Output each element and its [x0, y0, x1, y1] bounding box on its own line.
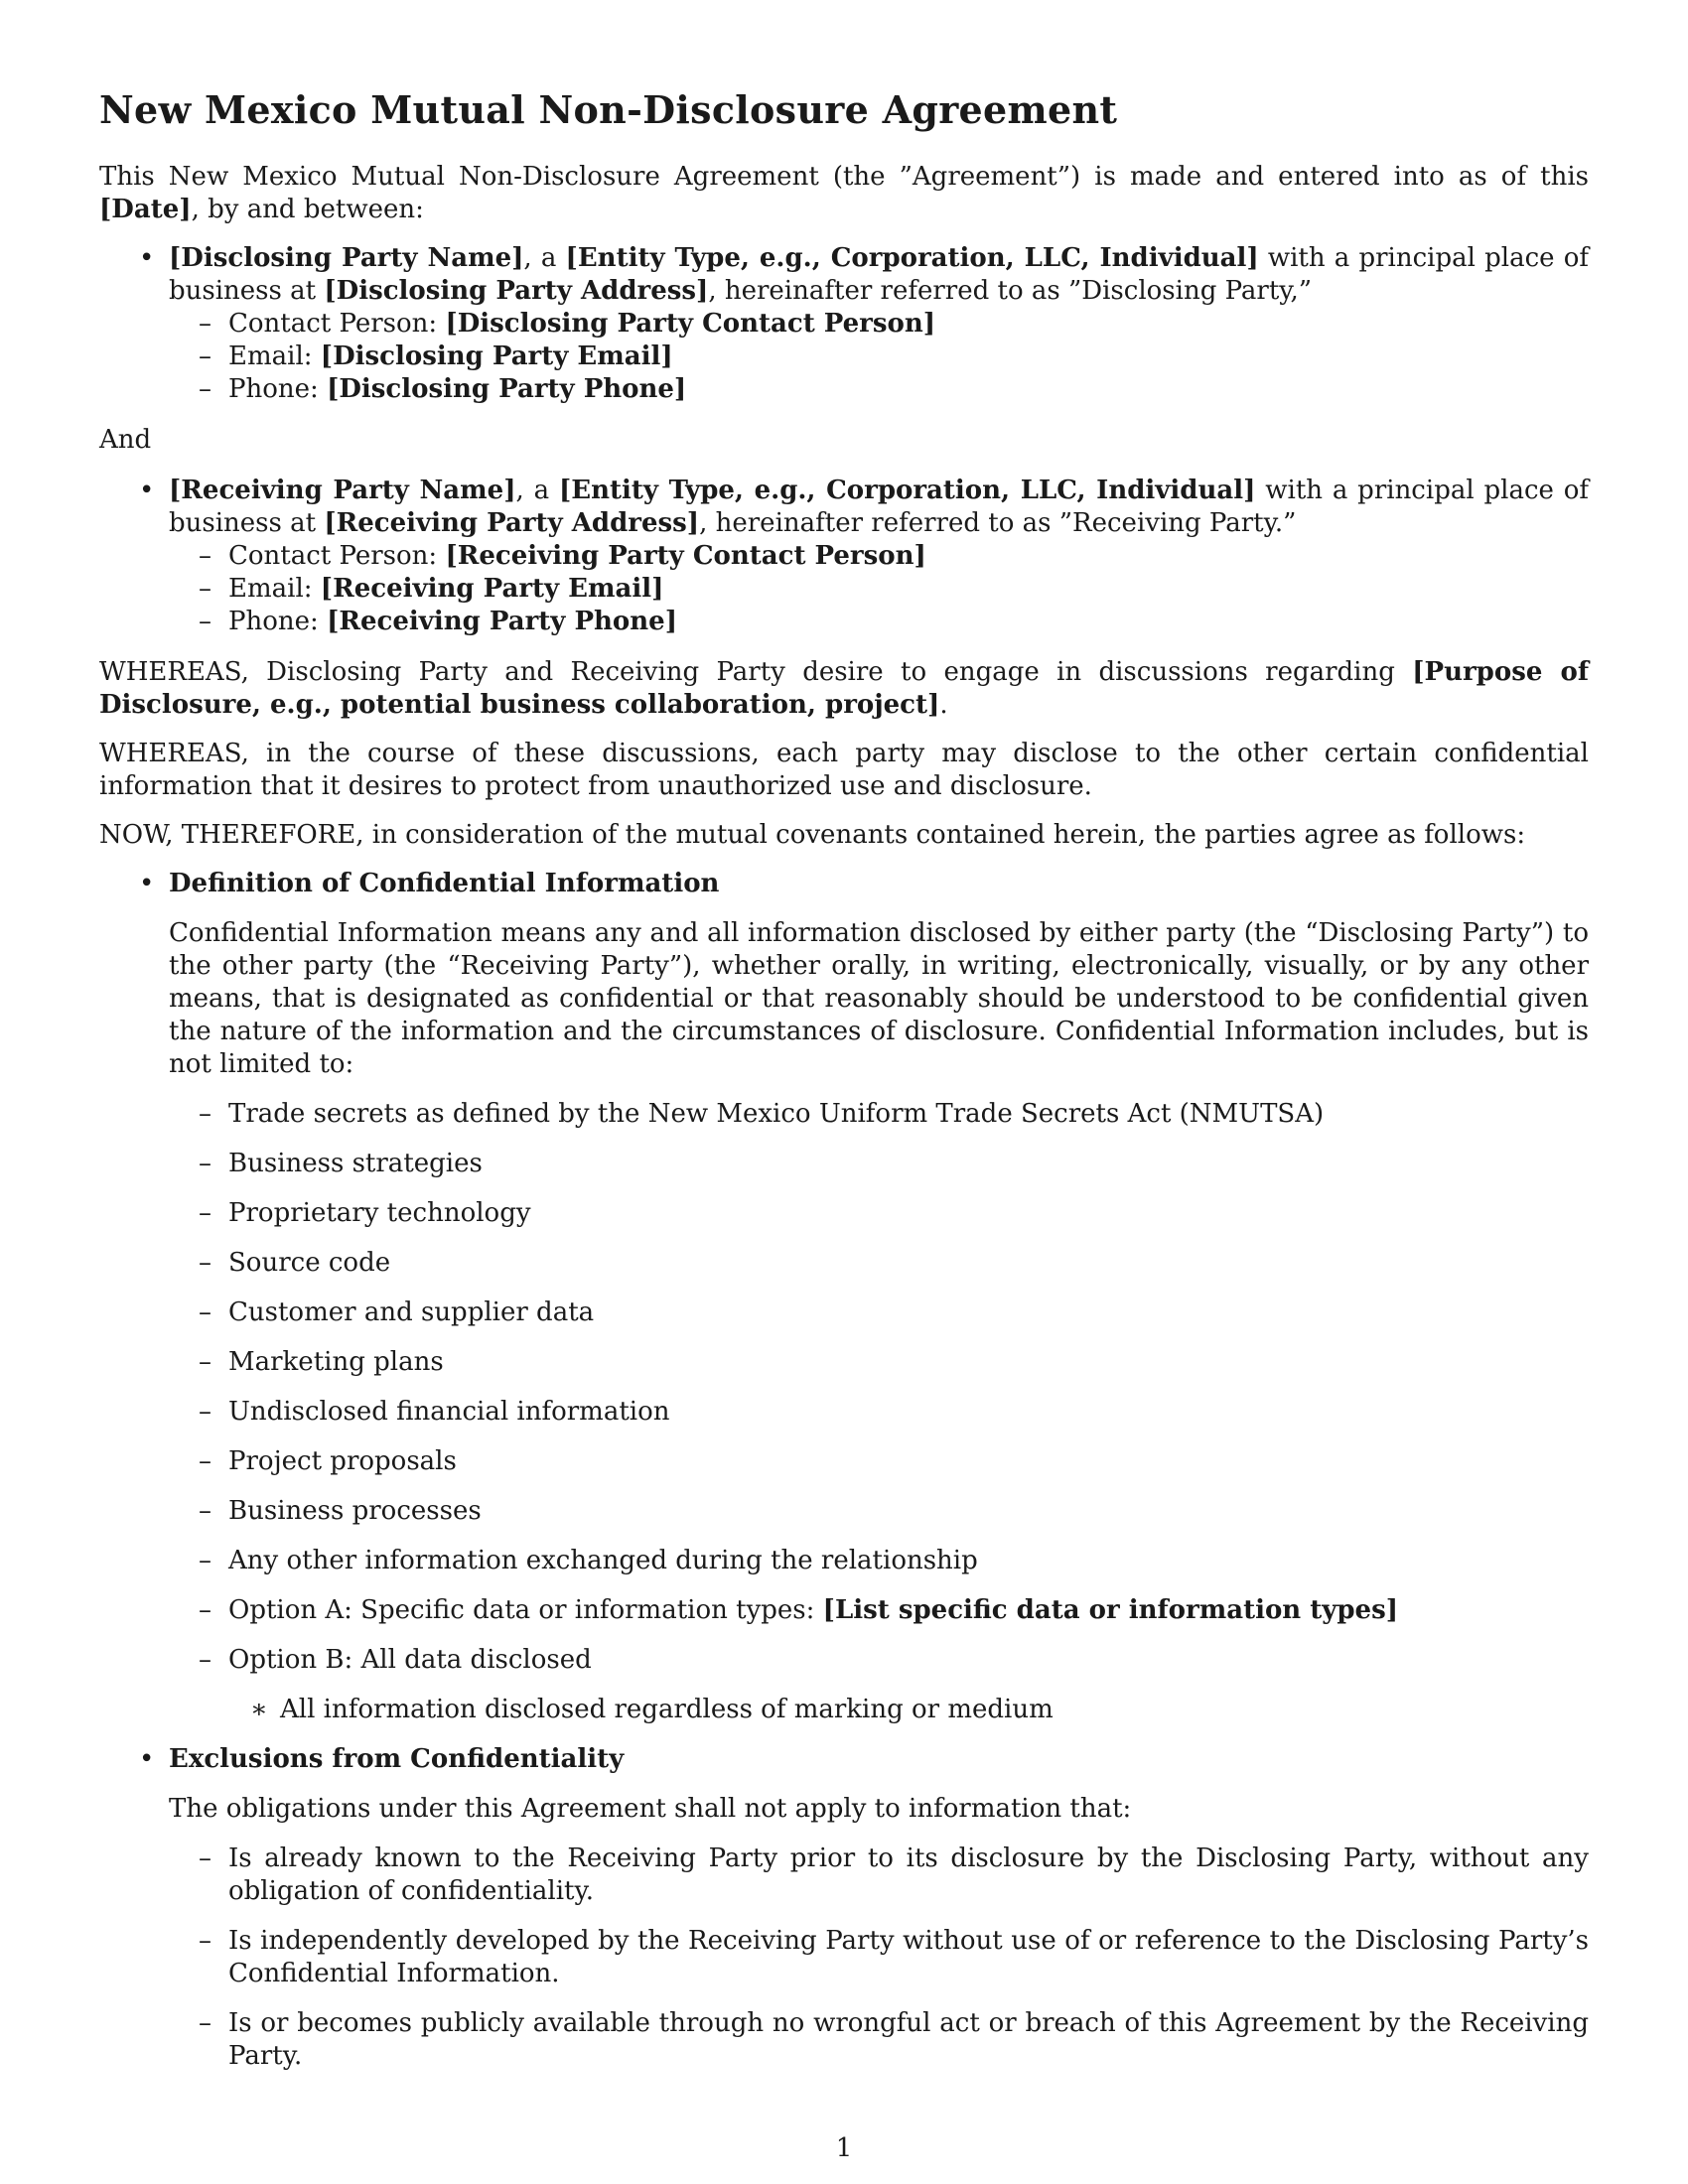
- list-item: [99, 1495, 1589, 1528]
- receiving-email-line: [99, 573, 1589, 606]
- email-label: Email:: [228, 341, 321, 371]
- disclosing-party-name: [Disclosing Party Name]: [169, 243, 524, 273]
- disclosing-party-block: [99, 242, 1589, 406]
- whereas-paragraph-2: WHEREAS, in the course of these discussions, each party may disclose to the other certain confidential information that it desires to protect from unauthorized use and disclosure.: [99, 739, 1589, 801]
- intro-paragraph: [99, 161, 1589, 226]
- receiving-email: [Receiving Party Email]: [320, 574, 664, 604]
- text-referred: , hereinafter referred to as ”Receiving Party.”: [699, 508, 1297, 538]
- disclosing-email: [Disclosing Party Email]: [320, 341, 673, 371]
- disclosing-email-line: [99, 341, 1589, 373]
- dash-icon: –: [199, 1248, 211, 1278]
- list-item-text: Marketing plans: [228, 1347, 444, 1377]
- dash-icon: –: [199, 309, 211, 339]
- dash-icon: –: [199, 1297, 211, 1327]
- bullet-icon: •: [139, 869, 155, 898]
- text-referred: , hereinafter referred to as ”Disclosing Party,”: [708, 276, 1313, 306]
- bullet-icon: •: [139, 1744, 155, 1774]
- dash-icon: –: [199, 574, 211, 604]
- document-title: New Mexico Mutual Non-Disclosure Agreement: [99, 87, 1118, 132]
- receiving-entity-type: [Entity Type, e.g., Corporation, LLC, Individual]: [558, 476, 1256, 505]
- receiving-phone: [Receiving Party Phone]: [327, 607, 677, 636]
- list-item: [99, 1396, 1589, 1429]
- dash-icon: –: [199, 374, 211, 404]
- list-item-text: Any other information exchanged during the relationship: [228, 1546, 978, 1575]
- whereas-1-text: WHEREAS, Disclosing Party and Receiving Party desire to engage in discussions regarding: [99, 657, 1413, 687]
- dash-icon: –: [199, 341, 211, 371]
- now-therefore-paragraph: NOW, THEREFORE, in consideration of the mutual covenants contained herein, the parties agree as follows:: [99, 820, 1526, 850]
- dash-icon: –: [199, 1198, 211, 1228]
- list-item: [99, 1197, 1589, 1230]
- whereas-paragraph-1: [99, 656, 1589, 722]
- intro-text-1: This New Mexico Mutual Non-Disclosure Agreement (the ”Agreement”) is made and entered into as of this: [99, 162, 1589, 192]
- disclosing-phone: [Disclosing Party Phone]: [327, 374, 687, 404]
- list-item: [99, 1247, 1589, 1280]
- receiving-party-block: [99, 475, 1589, 638]
- list-item: [99, 1545, 1589, 1577]
- whereas-1-end: .: [939, 690, 948, 720]
- dash-icon: –: [199, 1446, 211, 1476]
- list-item-text: Trade secrets as defined by the New Mexico Uniform Trade Secrets Act (NMUTSA): [228, 1099, 1325, 1129]
- dash-icon: –: [199, 1149, 211, 1178]
- bullet-icon: •: [139, 476, 155, 505]
- list-item: [99, 1297, 1589, 1329]
- list-item-text: Proprietary technology: [228, 1198, 531, 1228]
- text-place: with a principal place of business at: [169, 476, 1590, 538]
- list-item-text: Source code: [228, 1248, 391, 1278]
- dash-icon: –: [199, 1496, 211, 1526]
- list-item: [99, 1445, 1589, 1478]
- exclusion-item: [99, 2007, 1589, 2073]
- section-2-title: Exclusions from Confidentiality: [169, 1744, 625, 1774]
- dash-icon: –: [199, 1843, 211, 1873]
- text-a: , a: [515, 476, 559, 505]
- section-exclusions-body: The obligations under this Agreement shall not apply to information that:: [169, 1794, 1132, 1824]
- dash-icon: –: [199, 541, 211, 571]
- exclusion-item: [99, 1843, 1589, 1908]
- email-label: Email:: [228, 574, 321, 604]
- phone-label: Phone:: [228, 374, 328, 404]
- list-item-text: Business strategies: [228, 1149, 483, 1178]
- list-item-text: Business processes: [228, 1496, 482, 1526]
- option-a-placeholder: [List specific data or information types]: [822, 1595, 1399, 1625]
- list-item-text: Undisclosed financial information: [228, 1397, 670, 1427]
- purpose-placeholder: [Purpose of Disclosure, e.g., potential business collaboration, project]: [99, 657, 1590, 720]
- list-item-text: Customer and supplier data: [228, 1297, 595, 1327]
- exclusion-item-text: Is independently developed by the Receiving Party without use of or reference to the Disclosing Party’s Confidential Information.: [228, 1926, 1589, 1988]
- disclosing-contact-line: [99, 308, 1589, 341]
- section-definition-heading: [99, 868, 1589, 900]
- dash-icon: –: [199, 607, 211, 636]
- text-place: with a principal place of business at: [169, 243, 1589, 306]
- receiving-contact-line: [99, 540, 1589, 573]
- option-b-subitem: [99, 1694, 1589, 1726]
- disclosing-party-address: [Disclosing Party Address]: [324, 276, 709, 306]
- contact-label: Contact Person:: [228, 309, 446, 339]
- disclosing-contact: [Disclosing Party Contact Person]: [445, 309, 936, 339]
- option-a-item: [99, 1594, 1589, 1627]
- receiving-party-name: [Receiving Party Name]: [169, 476, 516, 505]
- option-a-label: Option A: Specific data or information types:: [228, 1595, 823, 1625]
- text-a: , a: [523, 243, 566, 273]
- dash-icon: –: [199, 1347, 211, 1377]
- dash-icon: –: [199, 1926, 211, 1956]
- list-item: [99, 1346, 1589, 1379]
- exclusion-item-text: Is already known to the Receiving Party prior to its disclosure by the Disclosing Party, without any obligation of confidentiality.: [228, 1843, 1589, 1906]
- dash-icon: –: [199, 1397, 211, 1427]
- and-text: And: [99, 425, 152, 455]
- dash-icon: –: [199, 1595, 211, 1625]
- section-exclusions-heading: [99, 1743, 1589, 1776]
- exclusion-item: [99, 1925, 1589, 1990]
- bullet-icon: •: [139, 243, 155, 273]
- dash-icon: –: [199, 1645, 211, 1675]
- list-item-text: Project proposals: [228, 1446, 457, 1476]
- page-number: 1: [835, 2133, 853, 2163]
- option-b-subitem-text: All information disclosed regardless of marking or medium: [280, 1695, 1054, 1724]
- receiving-party-entry: [99, 475, 1589, 540]
- dash-icon: –: [199, 1099, 211, 1129]
- list-item: [99, 1098, 1589, 1131]
- receiving-party-address: [Receiving Party Address]: [324, 508, 700, 538]
- receiving-contact: [Receiving Party Contact Person]: [445, 541, 926, 571]
- date-placeholder: [Date]: [99, 195, 192, 224]
- dash-icon: –: [199, 2008, 211, 2038]
- disclosing-entity-type: [Entity Type, e.g., Corporation, LLC, Individual]: [565, 243, 1259, 273]
- disclosing-phone-line: [99, 373, 1589, 406]
- contact-label: Contact Person:: [228, 541, 446, 571]
- section-definition-body: Confidential Information means any and all information disclosed by either party (the “Disclosing Party”) to the other party (the “Receiving Party”), whether orally, in writing, electronically, visually, or by any other means, that is designated as confidential or that reasonably should be understood to be confidential given the nature of the information and the circumstances of disclosure. Confidential Information includes, but is not limited to:: [169, 918, 1589, 1079]
- option-b-item: [99, 1644, 1589, 1677]
- dash-icon: –: [199, 1546, 211, 1575]
- intro-text-2: , by and between:: [191, 195, 424, 224]
- disclosing-party-entry: [99, 242, 1589, 308]
- receiving-phone-line: [99, 606, 1589, 638]
- exclusion-item-text: Is or becomes publicly available through no wrongful act or breach of this Agreement by the Receiving Party.: [228, 2008, 1589, 2071]
- section-1-title: Definition of Confidential Information: [169, 869, 720, 898]
- option-b-label: Option B: All data disclosed: [228, 1645, 592, 1675]
- asterisk-bullet-icon: ∗: [250, 1695, 268, 1724]
- list-item: [99, 1148, 1589, 1180]
- phone-label: Phone:: [228, 607, 328, 636]
- document-page: [99, 87, 1589, 2090]
